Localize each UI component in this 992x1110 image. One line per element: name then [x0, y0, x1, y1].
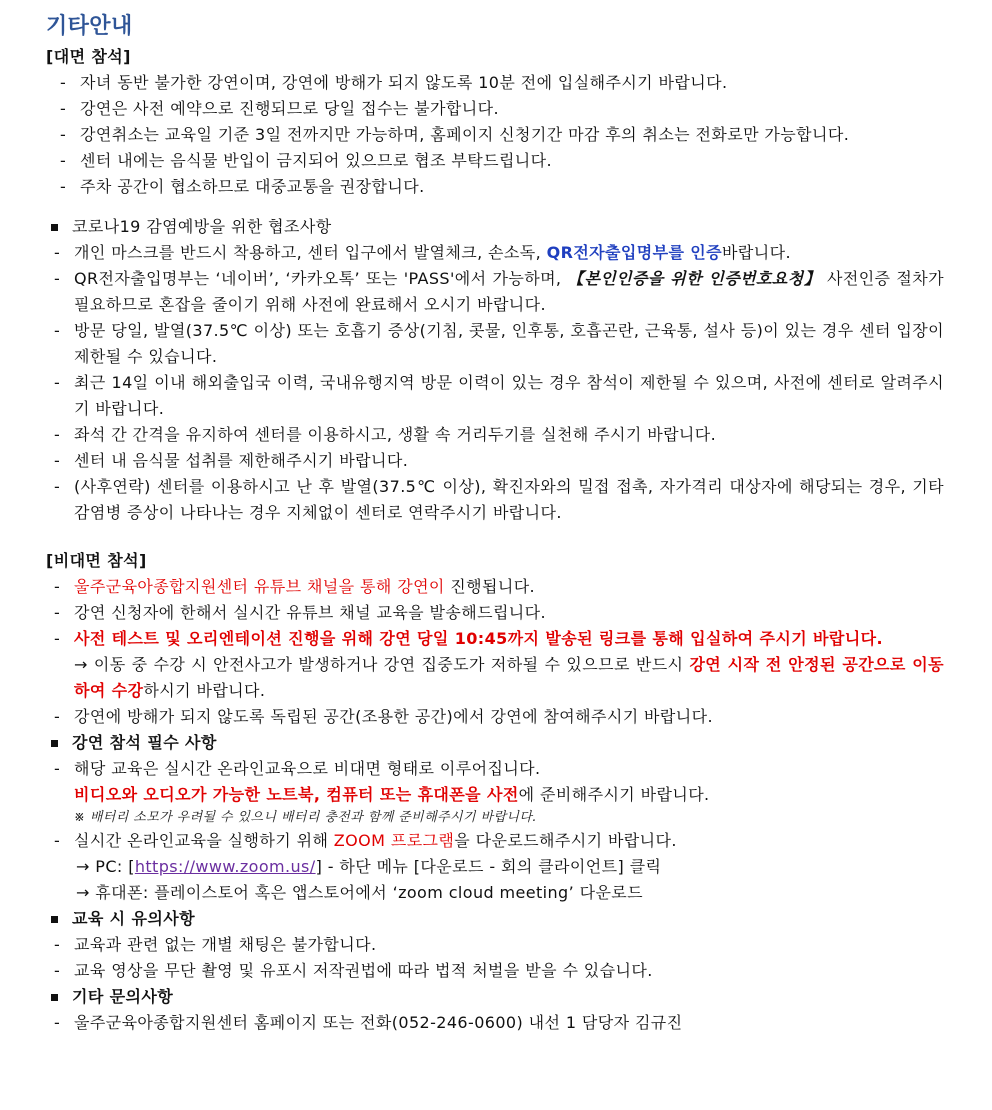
square-bullet-icon — [51, 224, 58, 231]
list-item: - 교육과 관련 없는 개별 채팅은 불가합니다. — [54, 935, 377, 954]
list-item: - 사전 테스트 및 오리엔테이션 진행을 위해 강연 당일 10:45까지 발송된 링크를 통해 입실하여 주시기 바랍니다. — [54, 629, 883, 648]
face-to-face-heading: [대면 참석] — [46, 47, 131, 66]
list-item: - 강연에 방해가 되지 않도록 독립된 공간(조용한 공간)에서 강연에 참여해주시기 바랍니다. — [54, 707, 713, 726]
list-item: - 센터 내 음식물 섭취를 제한해주시기 바랍니다. — [54, 451, 409, 470]
list-item: - 울주군육아종합지원센터 유튜브 채널을 통해 강연이 진행됩니다. — [54, 577, 536, 596]
online-heading: [비대면 참석] — [46, 551, 147, 570]
list-item: - 주차 공간이 협소하므로 대중교통을 권장합니다. — [60, 177, 425, 196]
list-item: - (사후연락) 센터를 이용하시고 난 후 발열(37.5℃ 이상), 확진자와의 밀접 접촉, 자가격리 대상자에 해당되는 경우, 기타 감염병 증상이 나타나는 경우 지체없이 센터로 연락주시기 바랍니다. — [54, 477, 944, 522]
covid-heading: 코로나19 감염예방을 위한 협조사항 — [46, 214, 944, 240]
square-bullet-icon — [51, 916, 58, 923]
list-item: - 최근 14일 이내 해외출입국 이력, 국내유행지역 방문 이력이 있는 경우 참석이 제한될 수 있으며, 사전에 센터로 알려주시기 바랍니다. — [54, 373, 944, 418]
square-bullet-icon — [51, 740, 58, 747]
list-item: - 강연은 사전 예약으로 진행되므로 당일 접수는 불가합니다. — [60, 99, 499, 118]
qr-emphasis: QR전자출입명부를 인증 — [546, 243, 723, 262]
list-item: - 개인 마스크를 반드시 착용하고, 센터 입구에서 발열체크, 손소독, QR전자출입명부를 인증바랍니다. — [54, 243, 791, 262]
list-item: - 울주군육아종합지원센터 홈페이지 또는 전화(052-246-0600) 내선 1 담당자 김규진 — [54, 1013, 683, 1032]
list-item: - QR전자출입명부는 ‘네이버’, ‘카카오톡’ 또는 'PASS'에서 가능하며, 【본인인증을 위한 인증번호요청】 사전인증 절차가 필요하므로 혼잡을 줄이기 위해 사전에 완료해서 오시기 바랍니다. — [54, 269, 944, 314]
list-subitem: → PC: [https://www.zoom.us/] - 하단 메뉴 [다운로드 - 회의 클라이언트] 클릭 — [76, 857, 662, 876]
list-item: - 자녀 동반 불가한 강연이며, 강연에 방해가 되지 않도록 10분 전에 입실해주시기 바랍니다. — [60, 73, 728, 92]
list-subitem: → 휴대폰: 플레이스토어 혹은 앱스토어에서 ‘zoom cloud meeting’ 다운로드 — [76, 883, 644, 902]
auth-emphasis: 【본인인증을 위한 인증번호요청】 — [567, 269, 821, 288]
caution-heading: 교육 시 유의사항 — [46, 906, 944, 932]
list-item: - 실시간 온라인교육을 실행하기 위해 ZOOM 프로그램을 다운로드해주시기 바랍니다. — [54, 831, 677, 850]
required-heading: 강연 참석 필수 사항 — [46, 730, 944, 756]
list-item: - 강연취소는 교육일 기준 3일 전까지만 가능하며, 홈페이지 신청기간 마감 후의 취소는 전화로만 가능합니다. — [60, 125, 850, 144]
page-title: 기타안내 — [46, 14, 133, 39]
list-item: - 교육 영상을 무단 촬영 및 유포시 저작권법에 따라 법적 처벌을 받을 수 있습니다. — [54, 961, 653, 980]
list-subitem: 비디오와 오디오가 가능한 노트북, 컴퓨터 또는 휴대폰을 사전에 준비해주시기 바랍니다. — [74, 785, 710, 804]
inquiry-heading: 기타 문의사항 — [46, 984, 944, 1010]
list-item: - 해당 교육은 실시간 온라인교육으로 비대면 형태로 이루어집니다. — [54, 759, 541, 778]
zoom-link[interactable]: https://www.zoom.us/ — [134, 857, 316, 876]
list-item: - 센터 내에는 음식물 반입이 금지되어 있으므로 협조 부탁드립니다. — [60, 151, 552, 170]
list-subitem: → 이동 중 수강 시 안전사고가 발생하거나 강연 집중도가 저하될 수 있으므로 반드시 강연 시작 전 안정된 공간으로 이동하여 수강하시기 바랍니다. — [74, 655, 944, 700]
list-item: - 방문 당일, 발열(37.5℃ 이상) 또는 호흡기 증상(기침, 콧물, 인후통, 호흡곤란, 근육통, 설사 등)이 있는 경우 센터 입장이 제한될 수 있습니다. — [54, 321, 944, 366]
square-bullet-icon — [51, 994, 58, 1001]
battery-note: ※ 배터리 소모가 우려될 수 있으니 배터리 충전과 함께 준비해주시기 바랍니다. — [74, 810, 537, 825]
list-item: - 강연 신청자에 한해서 실시간 유튜브 채널 교육을 발송해드립니다. — [54, 603, 546, 622]
list-item: - 좌석 간 간격을 유지하여 센터를 이용하시고, 생활 속 거리두기를 실천해 주시기 바랍니다. — [54, 425, 717, 444]
